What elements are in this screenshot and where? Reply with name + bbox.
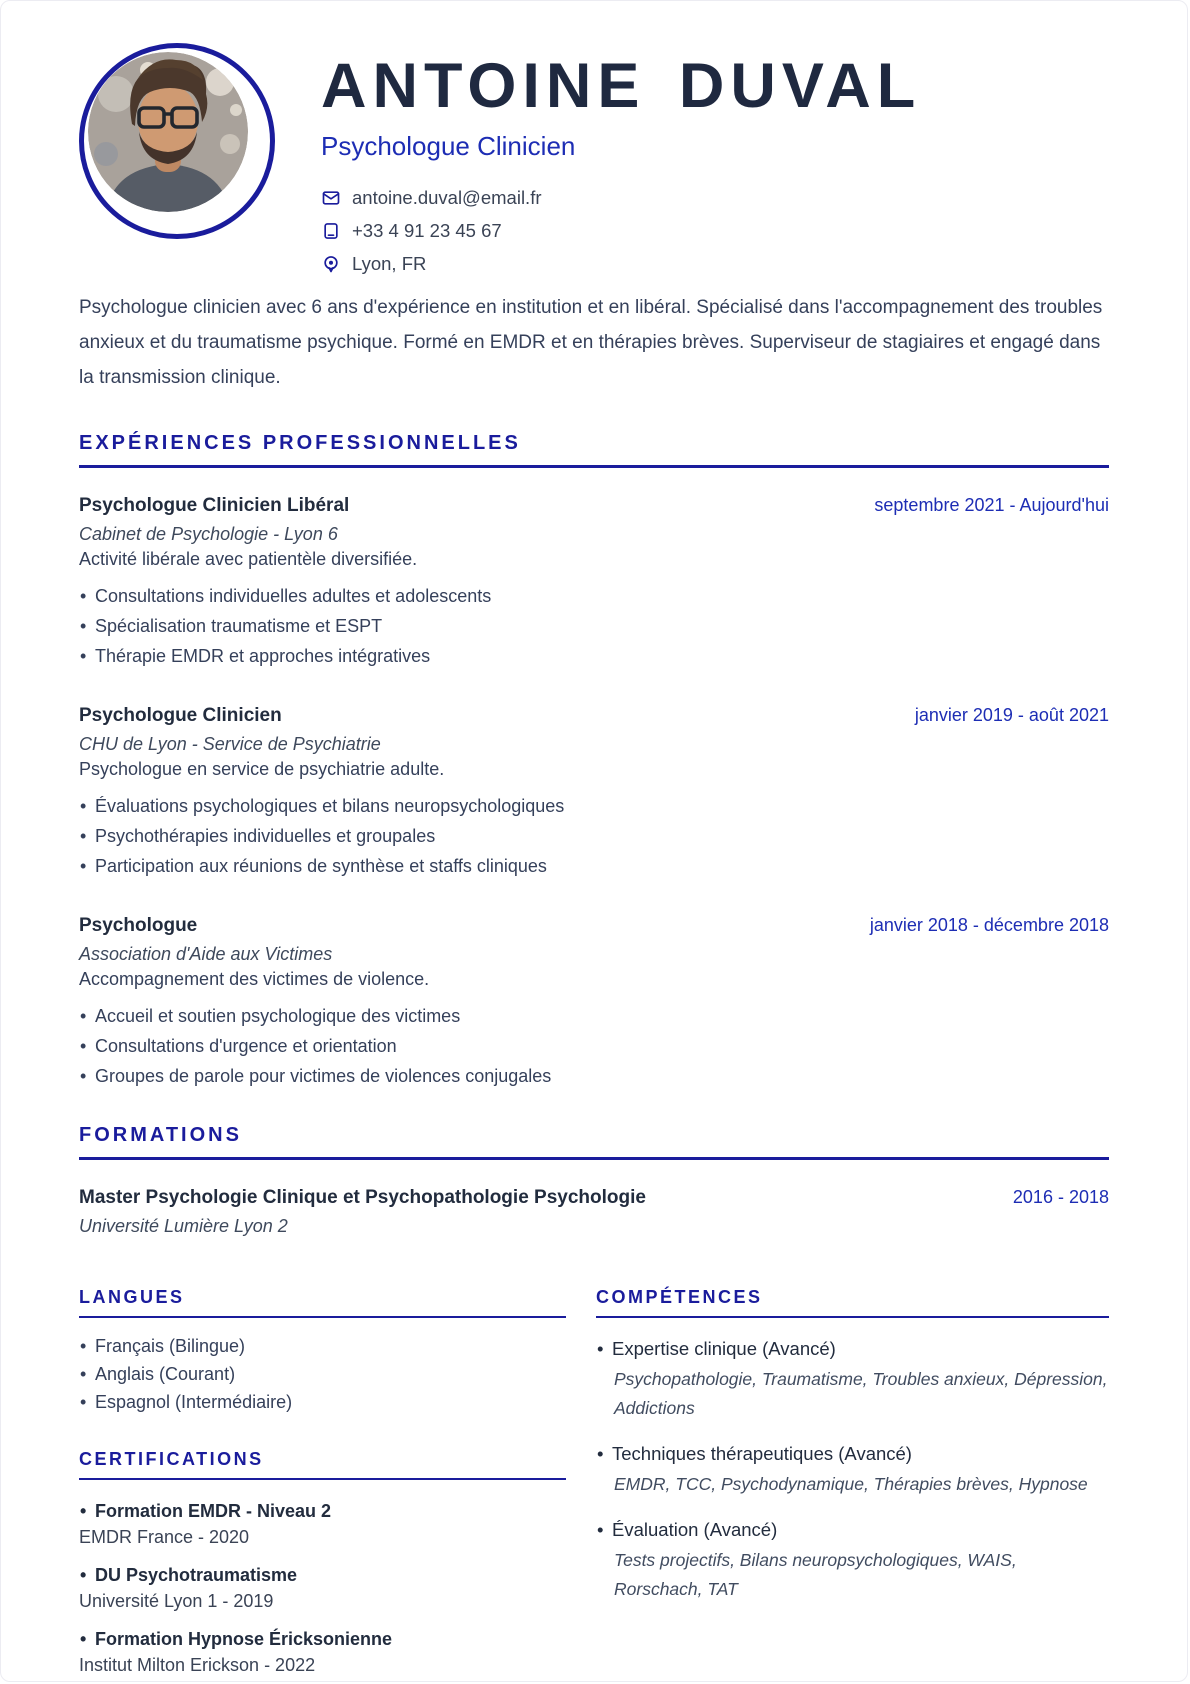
job-description: Accompagnement des victimes de violence. xyxy=(79,969,430,989)
column-left xyxy=(79,1287,566,1676)
contact-email xyxy=(321,187,921,209)
job-entry xyxy=(79,915,1109,1087)
job-entry xyxy=(79,495,1109,667)
job-bullet: • Spécialisation traumatisme et ESPT xyxy=(79,615,1109,637)
certification-issuer: Institut Milton Erickson - 2022 xyxy=(79,1655,316,1675)
contact-location-value: Lyon, FR xyxy=(352,253,427,274)
job-dates: septembre 2021 - Aujourd'hui xyxy=(874,495,1109,515)
contact-phone xyxy=(321,220,921,242)
section-title-experience: EXPÉRIENCES PROFESSIONNELLES xyxy=(79,432,1109,468)
section-experience xyxy=(79,432,1109,1087)
column-right xyxy=(596,1287,1109,1604)
job-description: Activité libérale avec patientèle diversifiée. xyxy=(79,549,418,569)
job-header-row xyxy=(79,495,1109,517)
job-entry xyxy=(79,705,1109,877)
job-company: Cabinet de Psychologie - Lyon 6 xyxy=(79,524,338,544)
section-title-education: FORMATIONS xyxy=(79,1124,1109,1160)
bottom-columns xyxy=(79,1287,1109,1676)
job-title: Psychologue xyxy=(79,915,198,936)
skill-entry xyxy=(596,1337,1109,1423)
job-dates: janvier 2018 - décembre 2018 xyxy=(869,915,1109,935)
skill-name: • Techniques thérapeutiques (Avancé) xyxy=(596,1442,1109,1466)
contact-email-value: antoine.duval@email.fr xyxy=(352,187,542,208)
job-header-row xyxy=(79,705,1109,727)
job-header-row xyxy=(79,915,1109,937)
skill-name: • Évaluation (Avancé) xyxy=(596,1518,1109,1542)
skill-keywords: EMDR, TCC, Psychodynamique, Thérapies brèves, Hypnose xyxy=(614,1474,1088,1494)
section-title-skills: COMPÉTENCES xyxy=(596,1287,1109,1318)
skill-entry xyxy=(596,1518,1109,1604)
education-dates: 2016 - 2018 xyxy=(1012,1187,1109,1207)
certification-entry xyxy=(79,1565,566,1612)
certification-name: • DU Psychotraumatisme xyxy=(79,1565,566,1586)
certification-entry xyxy=(79,1501,566,1548)
email-icon xyxy=(321,188,341,208)
contact-location xyxy=(321,253,921,275)
job-bullet: • Groupes de parole pour victimes de violences conjugales xyxy=(79,1065,1109,1087)
skill-keywords: Tests projectifs, Bilans neuropsychologiques, WAIS, Rorschach, TAT xyxy=(614,1550,1017,1599)
job-bullet: • Évaluations psychologiques et bilans neuropsychologiques xyxy=(79,795,1109,817)
language-item: • Espagnol (Intermédiaire) xyxy=(79,1391,566,1413)
section-title-certifications: CERTIFICATIONS xyxy=(79,1449,566,1480)
section-title-languages: LANGUES xyxy=(79,1287,566,1318)
certification-issuer: EMDR France - 2020 xyxy=(79,1527,250,1547)
resume-content xyxy=(1,1,1187,1676)
education-school: Université Lumière Lyon 2 xyxy=(79,1216,288,1236)
avatar xyxy=(79,43,275,239)
header-text xyxy=(321,43,921,275)
job-bullet-list xyxy=(79,585,1109,667)
education-header-row xyxy=(79,1187,1109,1209)
skill-keywords: Psychopathologie, Traumatisme, Troubles anxieux, Dépression, Addictions xyxy=(614,1369,1108,1418)
job-bullet: • Consultations d'urgence et orientation xyxy=(79,1035,1109,1057)
phone-icon xyxy=(321,221,341,241)
job-dates: janvier 2019 - août 2021 xyxy=(914,705,1109,725)
job-company: Association d'Aide aux Victimes xyxy=(79,944,333,964)
certification-name: • Formation Hypnose Éricksonienne xyxy=(79,1629,566,1650)
job-description: Psychologue en service de psychiatrie adulte. xyxy=(79,759,445,779)
job-bullet-list xyxy=(79,1005,1109,1087)
avatar-photo xyxy=(88,52,248,212)
contact-list xyxy=(321,187,921,275)
job-bullet-list xyxy=(79,795,1109,877)
section-education xyxy=(79,1124,1109,1237)
certification-issuer: Université Lyon 1 - 2019 xyxy=(79,1591,274,1611)
header xyxy=(79,43,1109,275)
contact-phone-value: +33 4 91 23 45 67 xyxy=(352,220,502,241)
language-item: • Anglais (Courant) xyxy=(79,1363,566,1385)
skill-name: • Expertise clinique (Avancé) xyxy=(596,1337,1109,1361)
job-bullet: • Participation aux réunions de synthèse et staffs cliniques xyxy=(79,855,1109,877)
page-title: ANTOINE DUVAL xyxy=(321,51,922,121)
certification-entry xyxy=(79,1629,566,1676)
job-headline: Psychologue Clinicien xyxy=(321,131,576,161)
job-bullet: • Thérapie EMDR et approches intégratives xyxy=(79,645,1109,667)
language-item: • Français (Bilingue) xyxy=(79,1335,566,1357)
job-company: CHU de Lyon - Service de Psychiatrie xyxy=(79,734,381,754)
job-bullet: • Consultations individuelles adultes et adolescents xyxy=(79,585,1109,607)
language-list xyxy=(79,1335,566,1413)
summary: Psychologue clinicien avec 6 ans d'expérience en institution et en libéral. Spécialisé dans l'accompagnement des troubles anxieux et du traumatisme psychique. Formé en EMDR et en thérapies brèves. Superviseur de stagiaires et engagé dans la transmission clinique. xyxy=(79,297,1103,388)
certification-name: • Formation EMDR - Niveau 2 xyxy=(79,1501,566,1522)
location-icon xyxy=(321,254,341,274)
education-degree: Master Psychologie Clinique et Psychopathologie Psychologie xyxy=(79,1187,646,1208)
skill-entry xyxy=(596,1442,1109,1499)
job-bullet: • Psychothérapies individuelles et groupales xyxy=(79,825,1109,847)
job-bullet: • Accueil et soutien psychologique des victimes xyxy=(79,1005,1109,1027)
job-title: Psychologue Clinicien Libéral xyxy=(79,495,350,516)
education-entry xyxy=(79,1187,1109,1237)
job-title: Psychologue Clinicien xyxy=(79,705,282,726)
